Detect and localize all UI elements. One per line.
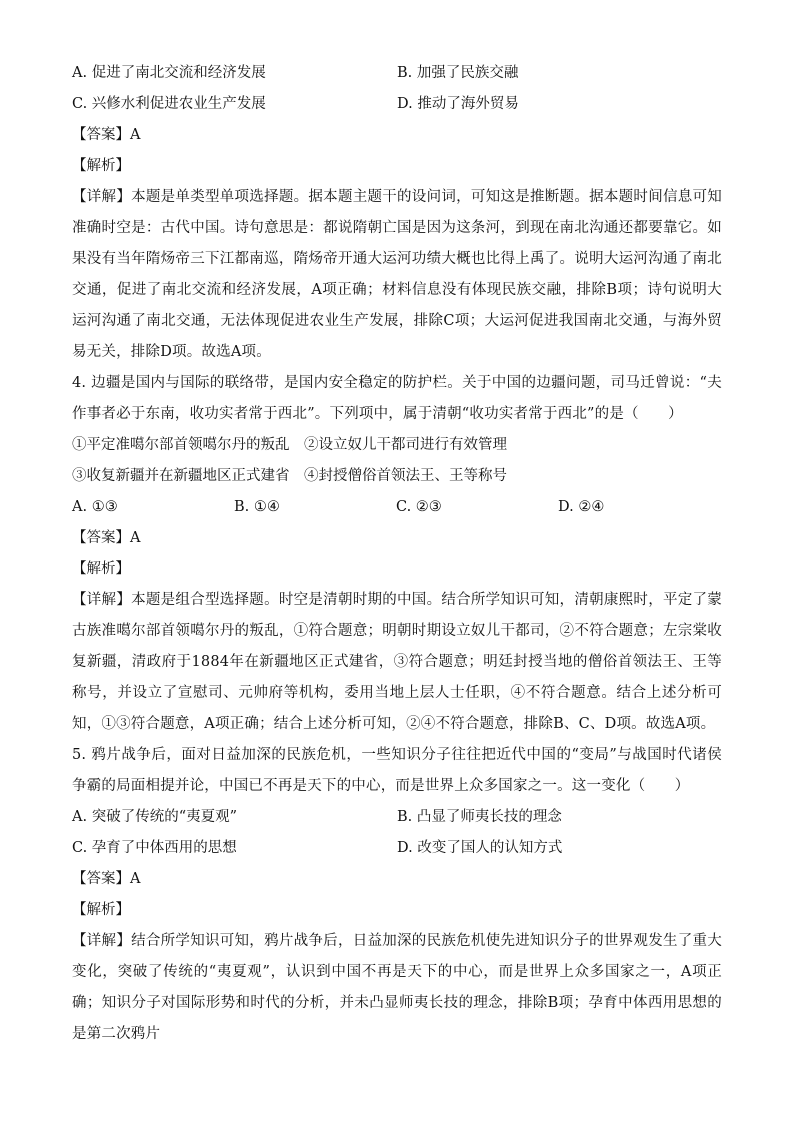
q4-answer: 【答案】A: [72, 530, 141, 546]
q3-options-row-2: [72, 89, 722, 120]
q3-option-d: D. 推动了海外贸易: [397, 96, 519, 112]
q5-answer: 【答案】A: [72, 871, 141, 887]
q3-option-b: B. 加强了民族交融: [397, 65, 519, 81]
q5-options-row-2: [72, 833, 722, 864]
q5-options-row-1: [72, 802, 722, 833]
q4-option-d: D. ②④: [558, 499, 605, 515]
q3-detail: 【详解】本题是单类型单项选择题。据本题主题干的设问词，可知这是推断题。据本题时间信息可知准确时空是：古代中国。诗句意思是：都说隋朝亡国是因为这条河，到现在南北沟通还都要靠它。如果没有当年隋炀帝三下江都南巡，隋炀帝开通大运河功绩大概也比得上禹了。说明大运河沟通了南北交通，促进了南北交流和经济发展，A项正确；材料信息没有体现民族交融，排除B项；诗句说明大运河沟通了南北交通，无法体现促进农业生产发展，排除C项；大运河促进我国南北交通，与海外贸易无关，排除D项。故选A项。: [72, 189, 722, 360]
q3-option-c: C. 兴修水利促进农业生产发展: [72, 96, 266, 112]
q3-options-row-1: [72, 58, 722, 89]
q4-items-line-2: ③收复新疆并在新疆地区正式建省 ④封授僧俗首领法王、王等称号: [72, 468, 507, 484]
q5-option-b: B. 凸显了师夷长技的理念: [397, 809, 562, 825]
q4-option-c: C. ②③: [396, 499, 442, 515]
q5-option-d: D. 改变了国人的认知方式: [397, 840, 563, 856]
q4-option-b: B. ①④: [234, 499, 280, 515]
q3-option-a: A. 促进了南北交流和经济发展: [72, 65, 266, 81]
q5-analysis-label: 【解析】: [72, 902, 130, 918]
q4-detail: 【详解】本题是组合型选择题。时空是清朝时期的中国。结合所学知识可知，清朝康熙时，平定了蒙古族准噶尔部首领噶尔丹的叛乱，①符合题意；明朝时期设立奴儿干都司，②不符合题意；左宗棠收复新疆，清政府于1884年在新疆地区正式建省，③符合题意；明廷封授当地的僧俗首领法王、王等称号，并设立了宣慰司、元帅府等机构，委用当地上层人士任职，④不符合题意。结合上述分析可知，①③符合题意，A项正确；结合上述分析可知，②④不符合题意，排除B、C、D项。故选A项。: [72, 592, 722, 732]
q5-option-a: A. 突破了传统的“夷夏观”: [72, 809, 238, 825]
q3-analysis-label: 【解析】: [72, 158, 130, 174]
q5-detail: 【详解】结合所学知识可知，鸦片战争后，日益加深的民族危机使先进知识分子的世界观发生了重大变化，突破了传统的“夷夏观”，认识到中国不再是天下的中心，而是世界上众多国家之一，A项正确；知识分子对国际形势和时代的分析，并未凸显师夷长技的理念，排除B项；孕育中体西用思想的是第二次鸦片: [72, 933, 722, 1042]
q5-option-c: C. 孕育了中体西用的思想: [72, 840, 237, 856]
q5-stem: 5. 鸦片战争后，面对日益加深的民族危机，一些知识分子往往把近代中国的“变局”与战国时代诸侯争霸的局面相提并论，中国已不再是天下的中心，而是世界上众多国家之一。这一变化（ ）: [72, 747, 722, 794]
q4-items-line-1: ①平定准噶尔部首领噶尔丹的叛乱 ②设立奴儿干都司进行有效管理: [72, 437, 507, 453]
document-page: [72, 58, 722, 1050]
q4-options-row: [72, 492, 722, 523]
q4-option-a: A. ①③: [72, 499, 118, 515]
q4-analysis-label: 【解析】: [72, 561, 130, 577]
q4-stem: 4. 边疆是国内与国际的联络带，是国内安全稳定的防护栏。关于中国的边疆问题，司马迁曾说：“夫作事者必于东南，收功实者常于西北”。下列项中，属于清朝“收功实者常于西北”的是（ ）: [72, 375, 722, 422]
q3-answer: 【答案】A: [72, 127, 141, 143]
